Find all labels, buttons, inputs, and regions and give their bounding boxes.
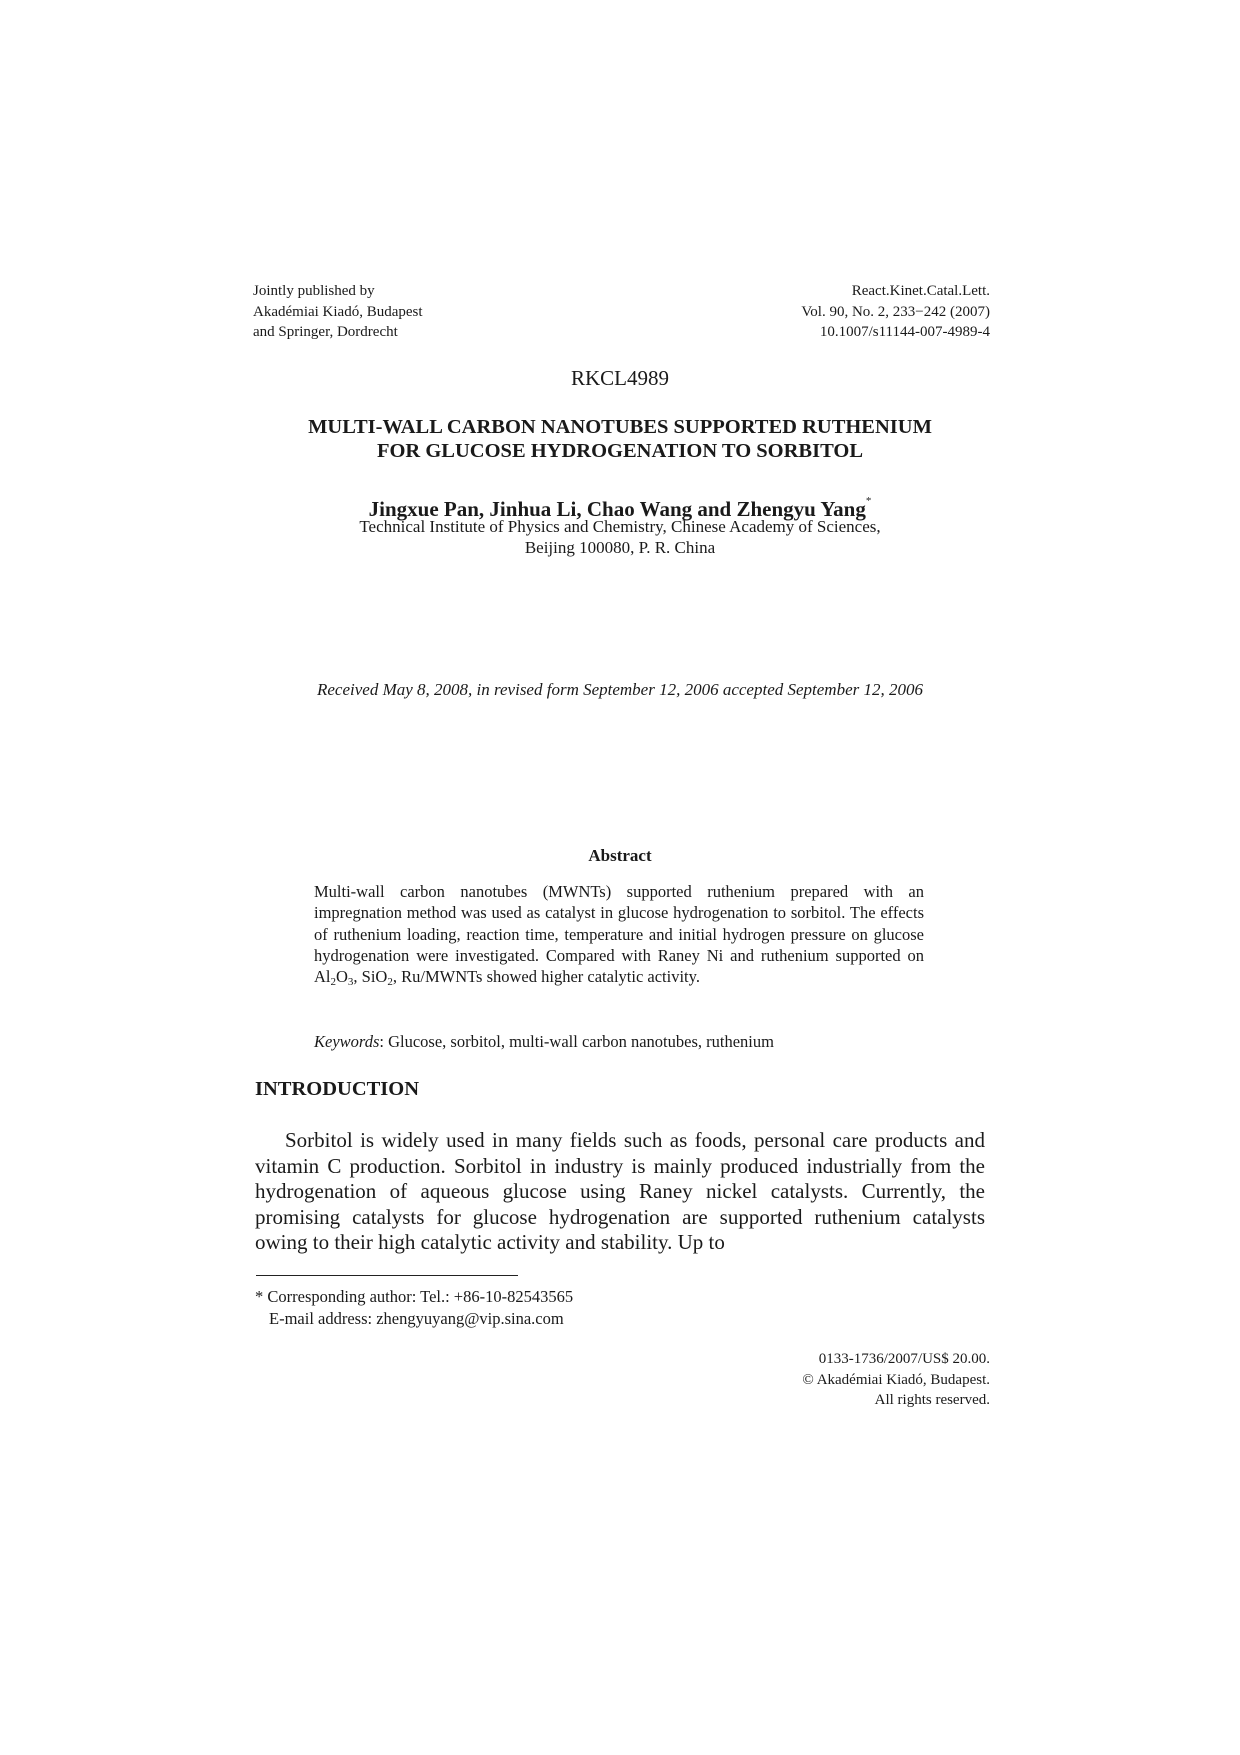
footnote-divider	[256, 1275, 518, 1276]
journal-citation	[801, 281, 990, 343]
copyright-block	[802, 1349, 990, 1411]
copyright-line: 0133-1736/2007/US$ 20.00.	[818, 1351, 990, 1367]
corresponding-mark: *	[865, 495, 872, 507]
copyright-line: All rights reserved.	[874, 1392, 990, 1408]
publisher-line: and Springer, Dordrecht	[253, 324, 398, 340]
keywords	[314, 1032, 1014, 1052]
copyright-line: © Akadémiai Kiadó, Budapest.	[802, 1371, 990, 1388]
introduction-heading: INTRODUCTION	[255, 1078, 420, 1100]
affiliation-line: Beijing 100080, P. R. China	[524, 538, 716, 557]
abstract-text: , SiO	[353, 967, 388, 987]
introduction-paragraph: Sorbitol is widely used in many fields such as foods, personal care products and vitamin C production. Sorbitol in industry is mainly produced industrially from the hydrogenation of aqueous glucose using Raney nickel catalysts. Currently, the promising catalysts for glucose hydrogenation are supported ruthenium catalysts owing to their high catalytic activity and stability. Up to	[255, 1128, 985, 1254]
journal-volume: Vol. 90, No. 2, 233−242 (2007)	[801, 303, 990, 320]
footnote-email[interactable]: E-mail address: zhengyuyang@vip.sina.com	[269, 1309, 564, 1328]
keywords-label: Keywords	[314, 1032, 380, 1051]
footnote-phone: * Corresponding author: Tel.: +86-10-82543565	[255, 1287, 574, 1306]
title-line: FOR GLUCOSE HYDROGENATION TO SORBITOL	[376, 440, 864, 462]
paper-title	[0, 415, 1240, 463]
article-code: RKCL4989	[570, 366, 669, 390]
introduction-body	[255, 1128, 985, 1256]
title-line: MULTI-WALL CARBON NANOTUBES SUPPORTED RUTHENIUM	[308, 416, 932, 438]
abstract-body	[314, 881, 924, 987]
subscript: 2	[330, 976, 336, 989]
publisher-info	[253, 281, 423, 343]
abstract-text: Multi-wall carbon nanotubes (MWNTs) supported ruthenium prepared with an impregnation method was used as catalyst in glucose hydrogenation to sorbitol. The effects of ruthenium loading, reaction time, temperature and initial hydrogen pressure on glucose hydrogenation were investigated. Compared with Raney Ni and ruthenium supported on Al	[314, 882, 924, 987]
received-dates: Received May 8, 2008, in revised form September 12, 2006 accepted September 12, 2006	[317, 680, 923, 699]
footnote	[255, 1286, 573, 1330]
subscript: 2	[387, 976, 393, 989]
affiliation	[0, 516, 1240, 558]
affiliation-line: Technical Institute of Physics and Chemistry, Chinese Academy of Sciences,	[359, 517, 881, 536]
abstract-text: O	[336, 967, 348, 987]
journal-name: React.Kinet.Catal.Lett.	[851, 283, 990, 299]
abstract-heading: Abstract	[588, 846, 652, 865]
keywords-text: : Glucose, sorbitol, multi-wall carbon nanotubes, ruthenium	[379, 1032, 774, 1051]
abstract-text: , Ru/MWNTs showed higher catalytic activity.	[392, 967, 700, 987]
journal-doi[interactable]: 10.1007/s11144-007-4989-4	[819, 324, 990, 340]
subscript: 3	[347, 976, 354, 989]
publisher-line: Jointly published by	[253, 283, 375, 299]
authors-text: Jingxue Pan, Jinhua Li, Chao Wang and Zhengyu Yang	[368, 497, 866, 521]
publisher-line: Akadémiai Kiadó, Budapest	[253, 303, 423, 320]
